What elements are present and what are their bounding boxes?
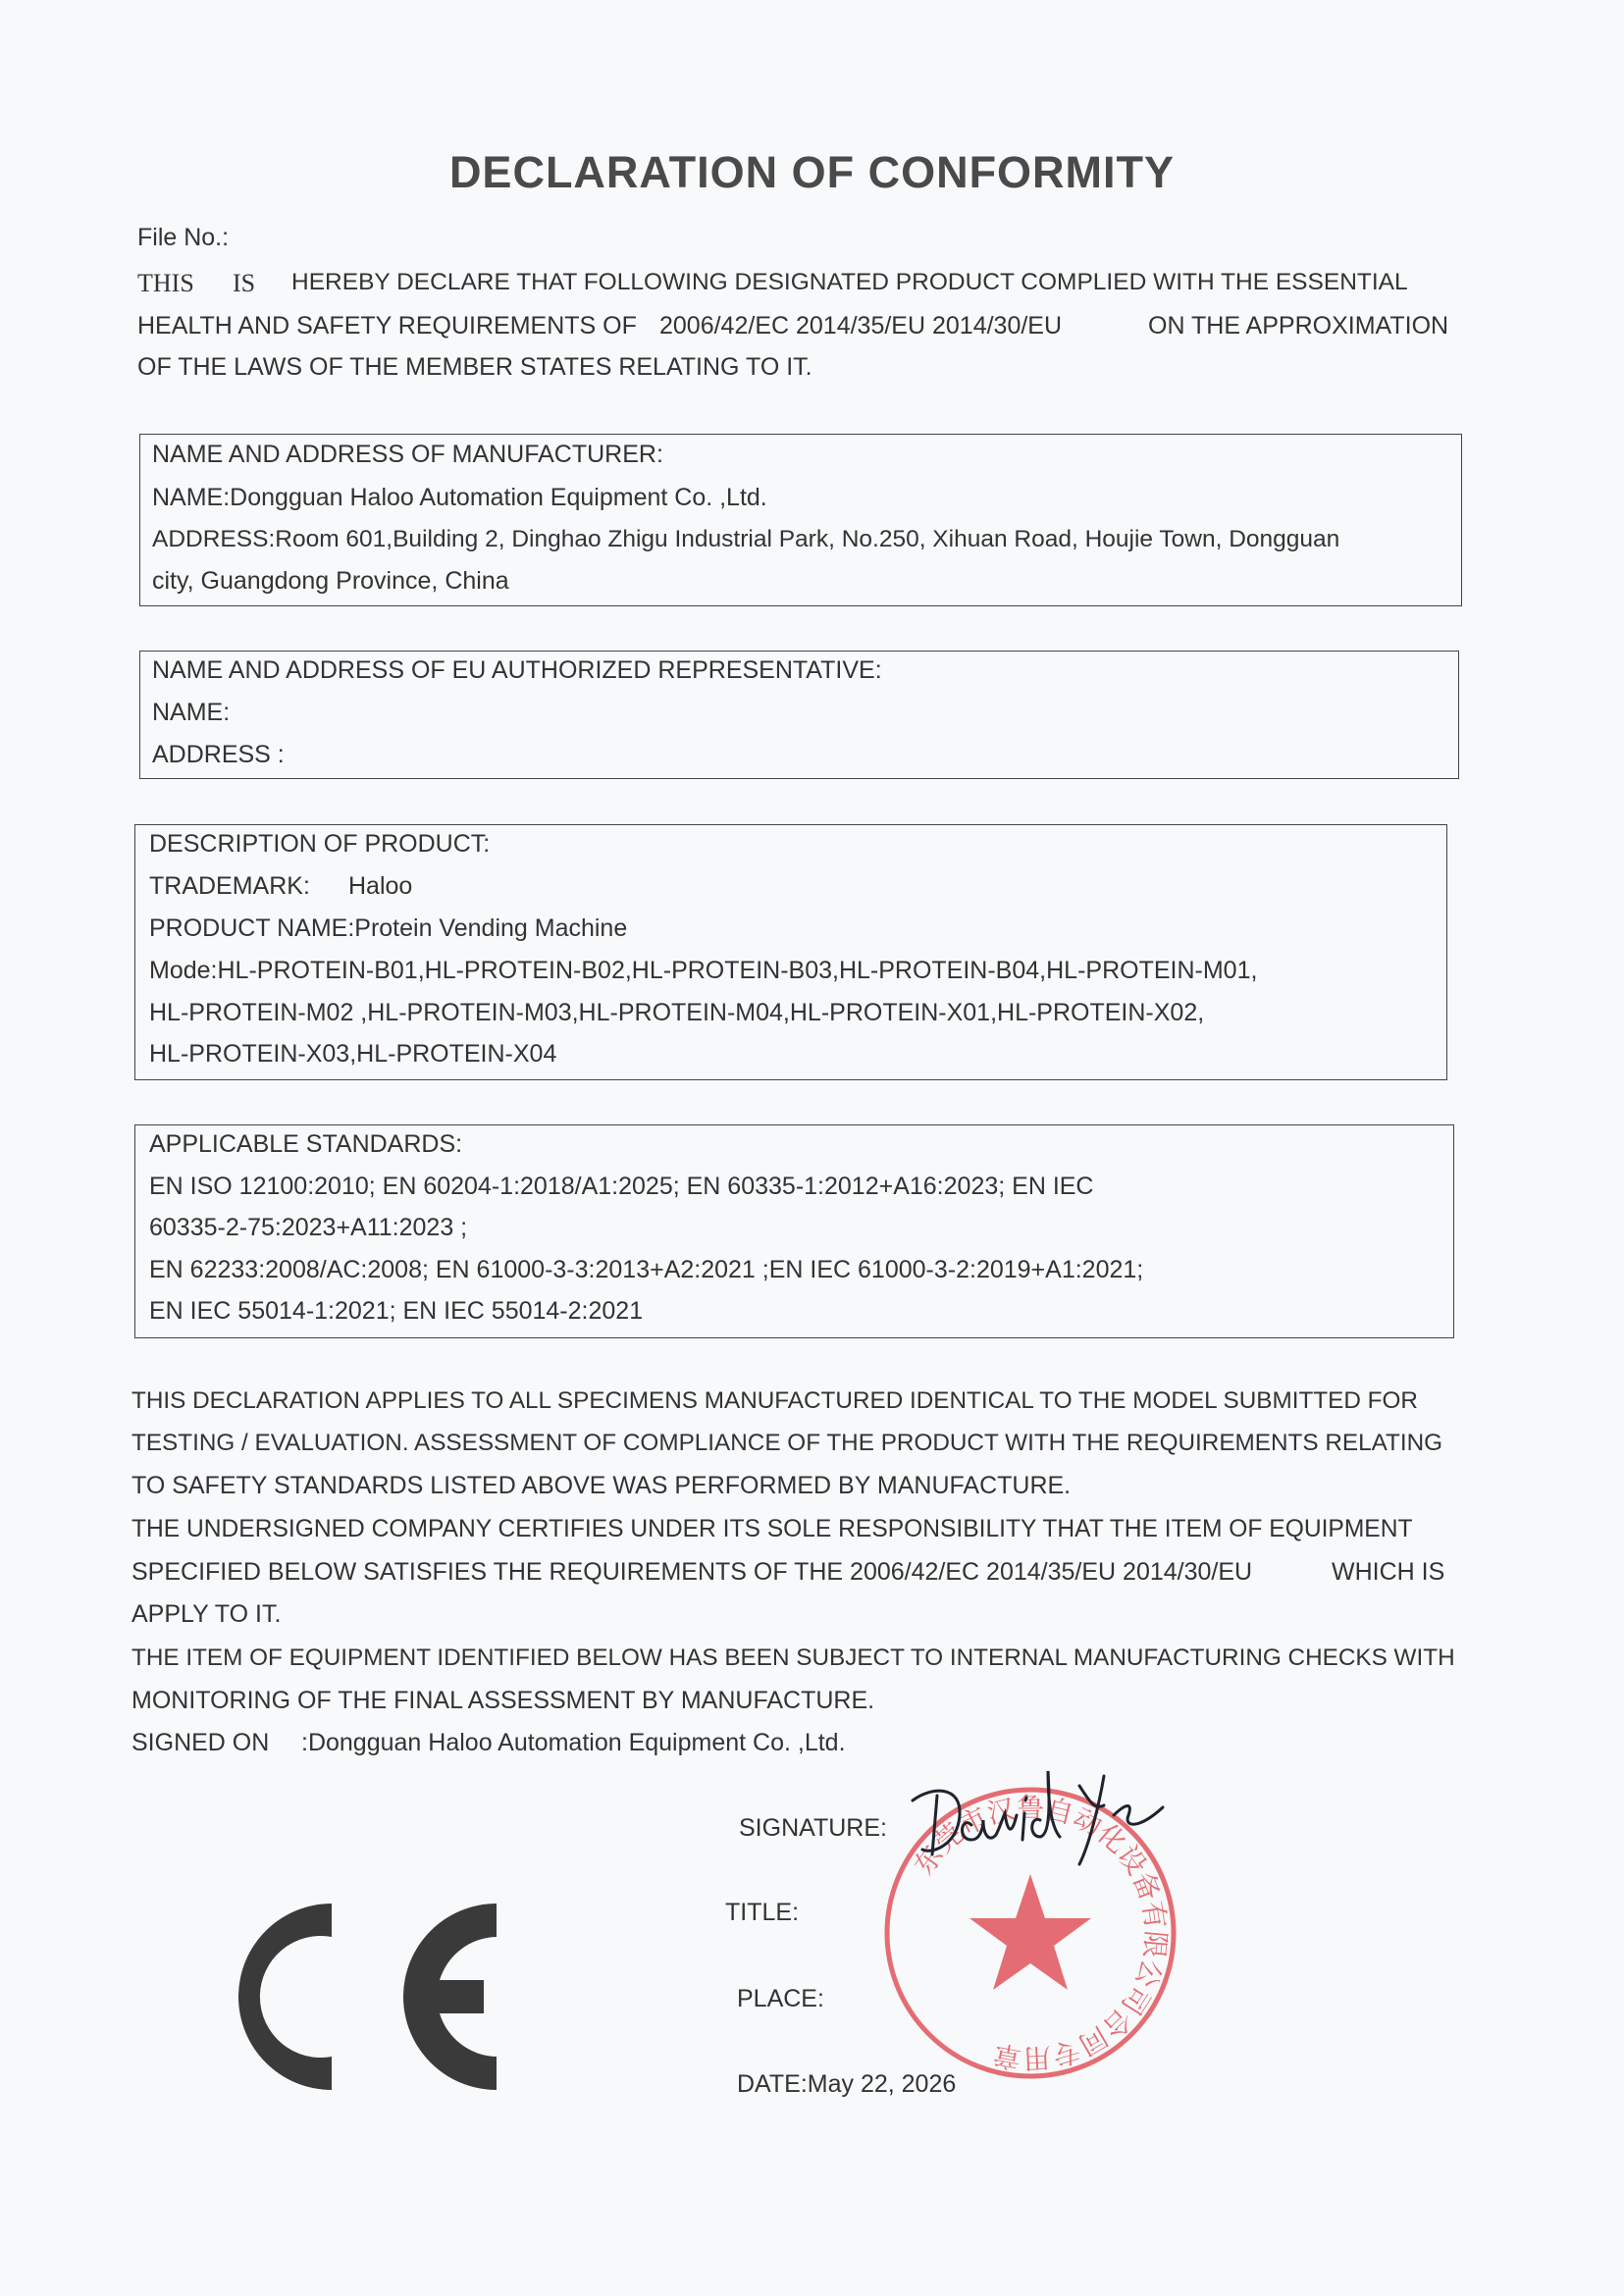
- title-label: TITLE:: [725, 1899, 800, 1926]
- date-field: DATE:May 22, 2026: [737, 2070, 957, 2098]
- standards-line-4: EN IEC 55014-1:2021; EN IEC 55014-2:2021: [149, 1297, 644, 1325]
- intro-directives: 2006/42/EC 2014/35/EU 2014/30/EU: [659, 312, 1063, 339]
- product-models-1: Mode:HL-PROTEIN-B01,HL-PROTEIN-B02,HL-PROTEIN-B03,HL-PROTEIN-B04,HL-PROTEIN-M01,: [149, 957, 1258, 984]
- manufacturer-address-1: ADDRESS:Room 601,Building 2, Dinghao Zhigu Industrial Park, No.250, Xihuan Road, Houjie Town, Dongguan: [152, 526, 1340, 552]
- place-label: PLACE:: [737, 1985, 824, 2012]
- declaration-line-1: THIS DECLARATION APPLIES TO ALL SPECIMENS MANUFACTURED IDENTICAL TO THE MODEL SUBMITTED FOR: [131, 1387, 1418, 1414]
- signature-label: SIGNATURE:: [739, 1814, 887, 1842]
- manufacturer-name: NAME:Dongguan Haloo Automation Equipment Co. ,Ltd.: [152, 484, 767, 511]
- representative-name: NAME:: [152, 699, 231, 726]
- declaration-line-6: APPLY TO IT.: [131, 1600, 282, 1628]
- representative-box: [139, 651, 1459, 779]
- representative-heading: NAME AND ADDRESS OF EU AUTHORIZED REPRESENTATIVE:: [152, 656, 882, 684]
- standards-box: [134, 1124, 1454, 1338]
- representative-address: ADDRESS :: [152, 741, 285, 768]
- product-box: [134, 824, 1447, 1080]
- intro-line1: HEREBY DECLARE THAT FOLLOWING DESIGNATED PRODUCT COMPLIED WITH THE ESSENTIAL: [291, 269, 1408, 295]
- product-models-2: HL-PROTEIN-M02 ,HL-PROTEIN-M03,HL-PROTEIN-M04,HL-PROTEIN-X01,HL-PROTEIN-X02,: [149, 999, 1205, 1026]
- manufacturer-heading: NAME AND ADDRESS OF MANUFACTURER:: [152, 441, 663, 468]
- svg-text:东莞市汉鲁自动化设备有限公司合同专用章: 东莞市汉鲁自动化设备有限公司合同专用章: [907, 1791, 1173, 2075]
- signed-on-label: SIGNED ON: [131, 1729, 270, 1756]
- trademark-label: TRADEMARK:: [149, 872, 310, 900]
- manufacturer-box: [139, 434, 1462, 606]
- intro-this: THIS: [137, 269, 194, 297]
- intro-line2c: ON THE APPROXIMATION: [1148, 312, 1449, 339]
- manufacturer-address-2: city, Guangdong Province, China: [152, 567, 509, 595]
- product-heading: DESCRIPTION OF PRODUCT:: [149, 830, 491, 858]
- standards-heading: APPLICABLE STANDARDS:: [149, 1130, 463, 1158]
- handwritten-signature: [903, 1756, 1178, 1884]
- signed-on-value: :Dongguan Haloo Automation Equipment Co. ,Ltd.: [301, 1729, 846, 1756]
- declaration-line-4: THE UNDERSIGNED COMPANY CERTIFIES UNDER ITS SOLE RESPONSIBILITY THAT THE ITEM OF EQUIPMENT: [131, 1516, 1413, 1542]
- product-name: PRODUCT NAME:Protein Vending Machine: [149, 914, 628, 942]
- standards-line-1: EN ISO 12100:2010; EN 60204-1:2018/A1:2025; EN 60335-1:2012+A16:2023; EN IEC: [149, 1173, 1094, 1200]
- standards-line-3: EN 62233:2008/AC:2008; EN 61000-3-3:2013+A2:2021 ;EN IEC 61000-3-2:2019+A1:2021;: [149, 1256, 1144, 1283]
- intro-is: IS: [233, 269, 256, 297]
- trademark-value: Haloo: [348, 872, 413, 900]
- intro-line2a: HEALTH AND SAFETY REQUIREMENTS OF: [137, 312, 637, 339]
- file-no-label: File No.:: [137, 224, 230, 251]
- product-models-3: HL-PROTEIN-X03,HL-PROTEIN-X04: [149, 1040, 557, 1068]
- page-title: DECLARATION OF CONFORMITY: [448, 147, 1176, 197]
- intro-line3: OF THE LAWS OF THE MEMBER STATES RELATING TO IT.: [137, 353, 812, 381]
- declaration-line-3: TO SAFETY STANDARDS LISTED ABOVE WAS PERFORMED BY MANUFACTURE.: [131, 1472, 1072, 1499]
- declaration-line-5: SPECIFIED BELOW SATISFIES THE REQUIREMENTS OF THE 2006/42/EC 2014/35/EU 2014/30/EU: [131, 1558, 1253, 1586]
- declaration-line-7: THE ITEM OF EQUIPMENT IDENTIFIED BELOW HAS BEEN SUBJECT TO INTERNAL MANUFACTURING CHECKS WITH: [131, 1644, 1455, 1671]
- ce-mark: [204, 1884, 518, 2110]
- declaration-line-5b: WHICH IS: [1332, 1558, 1445, 1586]
- declaration-line-8: MONITORING OF THE FINAL ASSESSMENT BY MANUFACTURE.: [131, 1687, 875, 1714]
- declaration-line-2: TESTING / EVALUATION. ASSESSMENT OF COMPLIANCE OF THE PRODUCT WITH THE REQUIREMENTS RELATING: [131, 1430, 1443, 1456]
- standards-line-2: 60335-2-75:2023+A11:2023 ;: [149, 1214, 468, 1241]
